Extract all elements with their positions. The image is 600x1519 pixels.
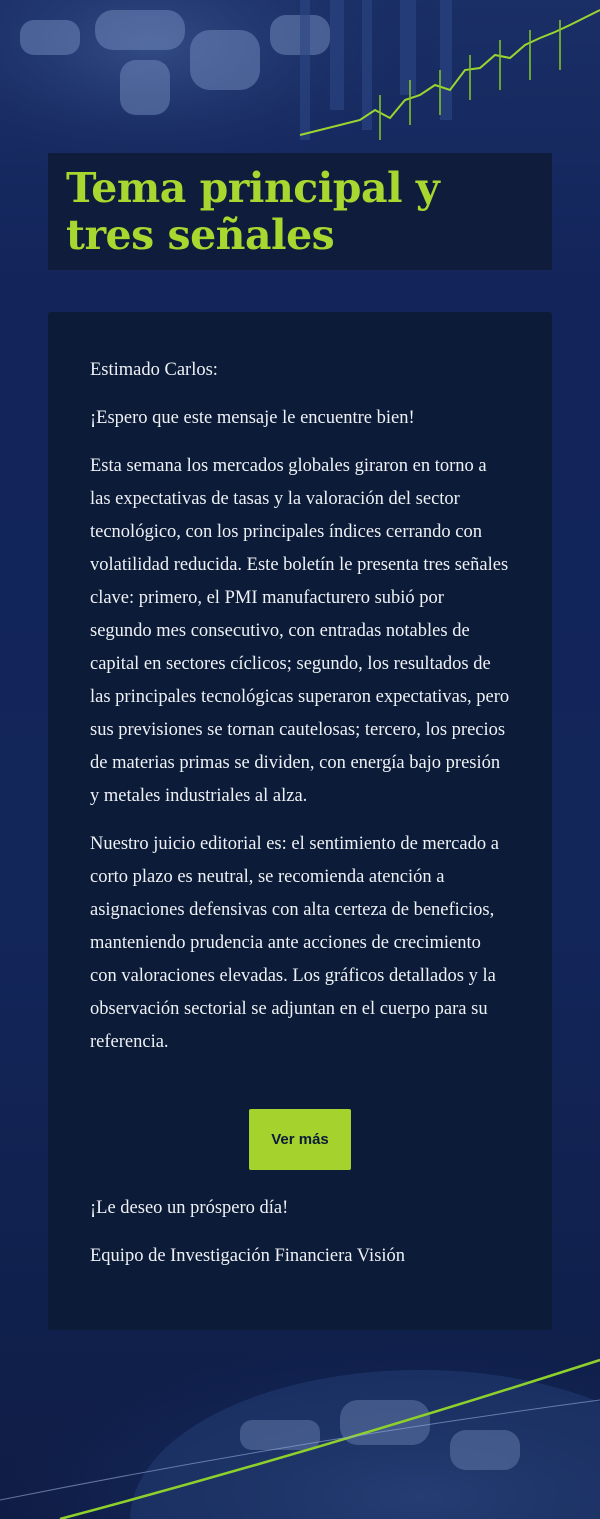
cta-wrapper — [90, 1109, 510, 1170]
closing-text: ¡Le deseo un próspero día! — [90, 1198, 289, 1218]
view-more-button[interactable]: Ver más — [249, 1109, 351, 1170]
paragraph-summary: Esta semana los mercados globales giraron en torno a las expectativas de tasas y la valoración del sector tecnológico, con los principales índices cerrando con volatilidad reducida. Este boletín le presenta tres señales clave: primero, el PMI manufacturero subió por segundo mes consecutivo, con entradas notables de capital en sectores cíclicos; segundo, los resultados de las principales tecnológicas superaron expectativas, pero sus previsiones se tornan cautelosas; tercero, los precios de materias primas se dividen, con energía bajo presión y metales industriales al alza. — [90, 456, 510, 806]
paragraph-editorial: Nuestro juicio editorial es: el sentimiento de mercado a corto plazo es neutral, se recomienda atención a asignaciones defensivas con alta certeza de beneficios, manteniendo prudencia ante acciones de crecimiento con valoraciones elevadas. Los gráficos detallados y la observación sectorial se adjuntan en el cuerpo para su referencia. — [90, 834, 499, 1052]
footer-globe-image — [0, 1300, 600, 1519]
page-title: Tema principal y tres señales — [66, 164, 440, 259]
signature: Equipo de Investigación Financiera Visión — [90, 1246, 406, 1266]
greeting: Estimado Carlos: — [90, 360, 218, 380]
title-box — [48, 153, 552, 270]
intro-text: ¡Espero que este mensaje le encuentre bien! — [90, 408, 415, 428]
message-card — [48, 312, 552, 1330]
